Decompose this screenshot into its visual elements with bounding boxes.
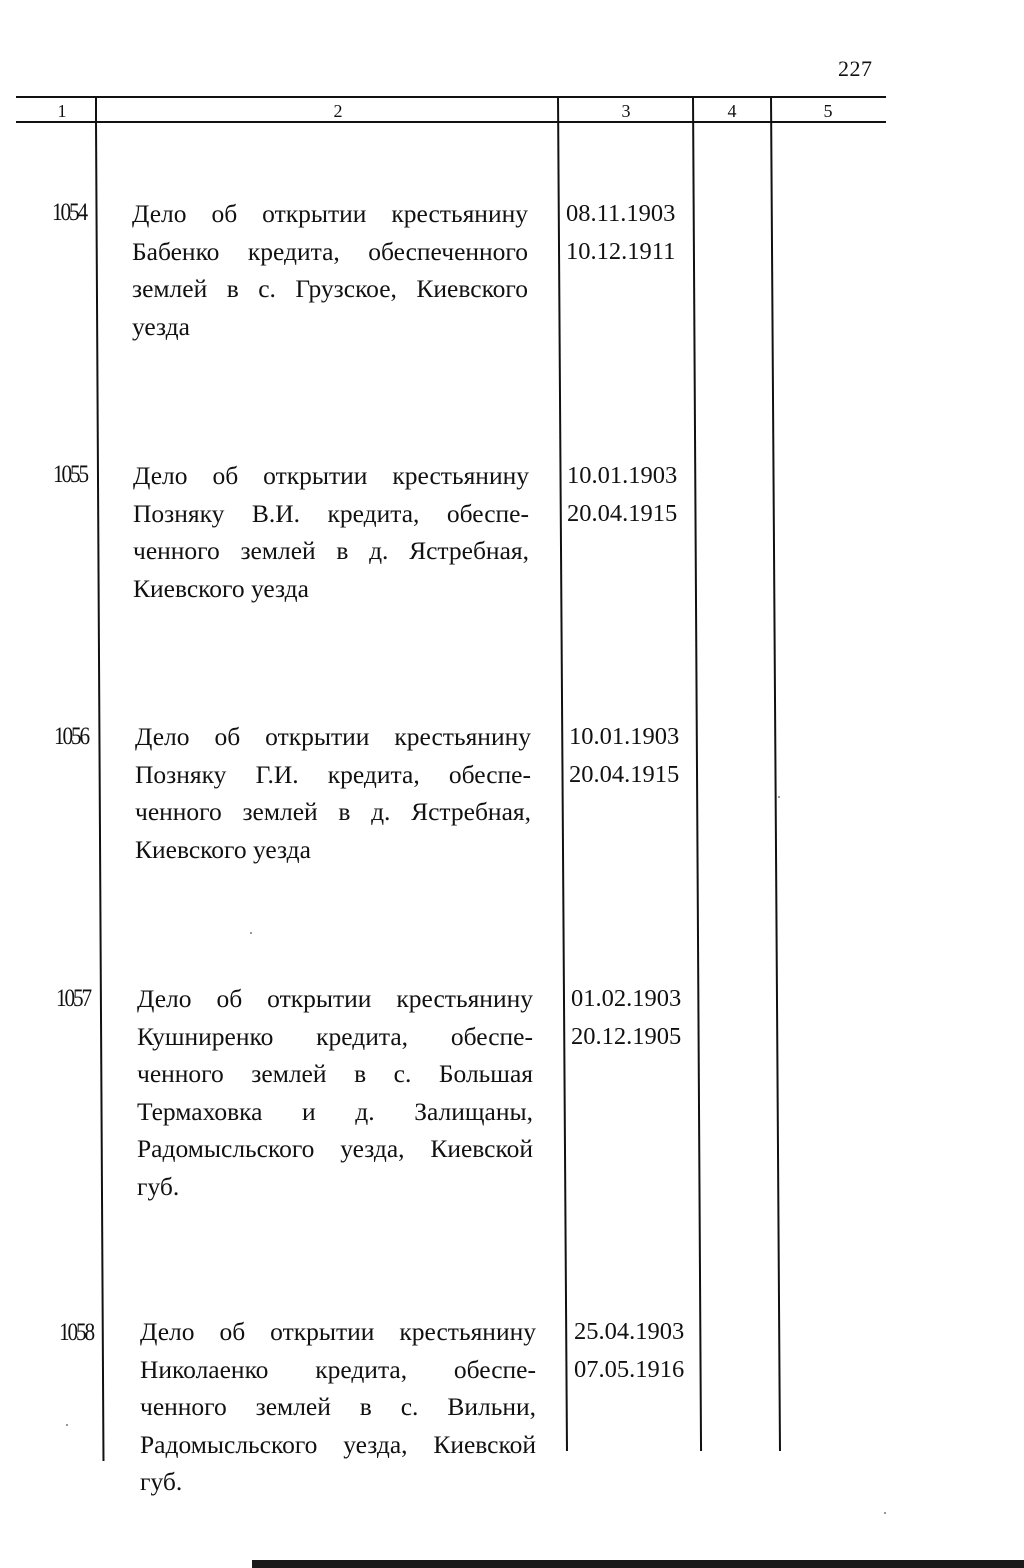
end-date: 20.04.1915: [569, 760, 680, 788]
row-dates-1057: [571, 980, 681, 1055]
start-date: 08.11.1903: [566, 200, 676, 227]
row-number-1055: 1055: [53, 461, 87, 488]
row-number-1058: 1058: [59, 1319, 93, 1346]
description-line: Термаховка и д. Залищаны,: [137, 1096, 533, 1126]
column-header-2: 2: [333, 101, 343, 121]
description-line: Дело об открытии крестьянину: [140, 1317, 536, 1346]
column-rule-1-2-header: [95, 96, 97, 123]
description-line: Радомысльского уезда, Киевской: [140, 1429, 536, 1459]
scan-speck: [250, 932, 252, 934]
end-date: 20.12.1905: [571, 1022, 682, 1050]
start-date: 01.02.1903: [571, 985, 682, 1012]
page-number: 227: [838, 56, 873, 81]
row-description-1057: [137, 980, 533, 1205]
row-number-1054: 1054: [52, 199, 86, 226]
column-header-3: 3: [621, 101, 631, 121]
start-date: 10.01.1903: [569, 723, 680, 750]
row-number-1056: 1056: [54, 723, 88, 750]
description-line: ченного землей в с. Большая: [137, 1059, 533, 1088]
row-dates-1058: [574, 1313, 684, 1388]
end-date: 07.05.1916: [574, 1355, 685, 1383]
table-header-bottom-rule: [16, 121, 886, 123]
end-date: 10.12.1911: [566, 237, 676, 265]
row-dates-1056: [569, 718, 679, 793]
description-line: губ.: [137, 1171, 180, 1201]
scan-speck: [884, 1512, 886, 1514]
scan-speck: [778, 796, 780, 798]
description-line: Николаенко кредита, обеспе-: [140, 1354, 536, 1384]
row-dates-1054: [566, 195, 675, 270]
description-line: Киевского уезда: [133, 573, 309, 603]
scan-speck: [66, 1424, 68, 1426]
description-line: ченного землей в с. Вильни,: [140, 1392, 536, 1421]
row-dates-1055: [567, 457, 677, 532]
description-line: Позняку Г.И. кредита, обеспе-: [135, 759, 531, 789]
row-description-1055: [133, 457, 529, 607]
start-date: 25.04.1903: [574, 1318, 685, 1345]
start-date: 10.01.1903: [567, 462, 678, 489]
description-line: Дело об открытии крестьянину: [132, 199, 528, 228]
row-description-1054: [132, 195, 528, 345]
description-line: землей в с. Грузское, Киевского: [132, 274, 528, 303]
description-line: уезда: [132, 311, 190, 341]
description-line: Кушниренко кредита, обеспе-: [137, 1021, 533, 1051]
end-date: 20.04.1915: [567, 499, 678, 527]
description-line: Дело об открытии крестьянину: [133, 461, 529, 490]
description-line: Бабенко кредита, обеспеченного: [132, 236, 528, 266]
column-rule-2-3: [557, 96, 568, 1451]
description-line: Дело об открытии крестьянину: [135, 722, 531, 751]
column-rule-3-4: [692, 96, 702, 1451]
column-rule-4-5: [770, 96, 781, 1451]
row-description-1056: [135, 718, 531, 868]
table-top-rule: [16, 96, 886, 98]
description-line: ченного землей в д. Ястребная,: [135, 797, 531, 826]
column-rule-1-2: [95, 121, 104, 1461]
description-line: Позняку В.И. кредита, обеспе-: [133, 498, 529, 528]
description-line: Радомысльского уезда, Киевской: [137, 1134, 533, 1163]
row-description-1058: [140, 1313, 536, 1501]
column-header-1: 1: [57, 101, 67, 121]
description-line: Киевского уезда: [135, 834, 311, 864]
column-header-4: 4: [727, 101, 737, 121]
scan-bottom-edge: [252, 1560, 1024, 1568]
row-number-1057: 1057: [56, 985, 90, 1012]
description-line: ченного землей в д. Ястребная,: [133, 536, 529, 565]
description-line: губ.: [140, 1467, 183, 1496]
column-header-5: 5: [823, 101, 833, 121]
description-line: Дело об открытии крестьянину: [137, 984, 533, 1013]
